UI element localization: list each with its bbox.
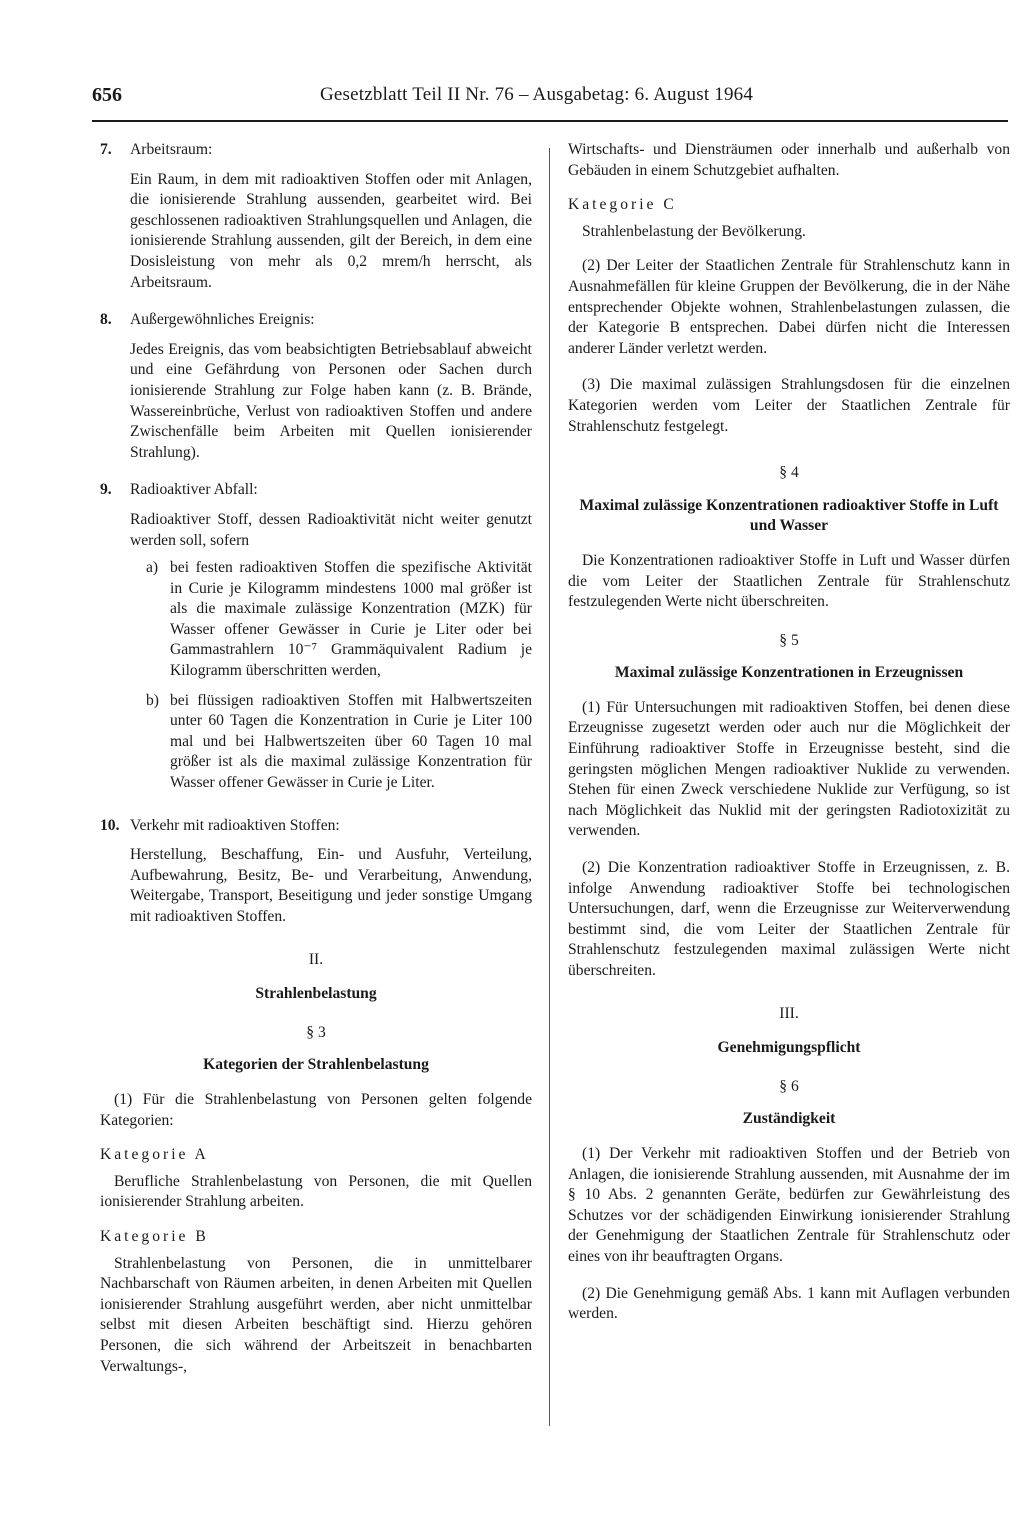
left-column: [100, 140, 532, 1377]
item-term: Außergewöhnliches Ereignis:: [130, 311, 315, 329]
paragraph: (3) Die maximal zulässigen Strahlungsdosen für die einzelnen Kategorien werden vom Leiter der Staatlichen Zentrale für Strahlenschutz festgelegt.: [568, 376, 1010, 435]
item-number: 9.: [100, 481, 112, 499]
page-header: [92, 80, 1008, 122]
category-label: Kategorie B: [100, 1227, 209, 1245]
definition-item-8: [100, 310, 532, 463]
section-number: § 5: [779, 631, 799, 649]
item-term: Radioaktiver Abfall:: [130, 481, 258, 499]
section-number: § 6: [779, 1077, 799, 1095]
part-numeral: III.: [779, 1004, 799, 1022]
item-term: Verkehr mit radioaktiven Stoffen:: [130, 816, 340, 834]
section-number: § 4: [779, 464, 799, 482]
paragraph: (1) Für Untersuchungen mit radioaktiven Stoffen, bei denen diese Erzeugnisse zugesetzt werden oder auch nur die Möglichkeit der Einführung radioaktiver Stoffe in Erzeugnisse besteht, sind die geringsten möglichen Mengen radioaktiver Nuklide zu verwenden. Stehen für einen Zweck verschiedene Nuklide zur Verfügung, so ist nach Möglichkeit das Nuklid mit der geringsten Radiotoxizität zu verwenden.: [568, 698, 1010, 840]
paragraph: (1) Für die Strahlenbelastung von Personen gelten folgende Kategorien:: [100, 1090, 532, 1129]
page-number: 656: [92, 84, 122, 106]
category-label: Kategorie C: [568, 196, 677, 214]
item-body: Herstellung, Beschaffung, Ein- und Ausfuhr, Verteilung, Aufbewahrung, Besitz, Be- und Verarbeitung, Anwendung, Weitergabe, Transport, Beseitigung und jeder sonstige Umgang mit radioaktiven Stoffen.: [130, 846, 532, 925]
column-divider: [549, 148, 550, 1426]
section-number: § 3: [306, 1023, 326, 1041]
category-label: Kategorie A: [100, 1146, 209, 1164]
item-term: Arbeitsraum:: [130, 141, 213, 158]
paragraph: Berufliche Strahlenbelastung von Personen, die mit Quellen ionisierender Strahlung arbeiten.: [100, 1172, 532, 1211]
part-title: Strahlenbelastung: [255, 985, 377, 1003]
paragraph: Strahlenbelastung von Personen, die in unmittelbarer Nachbarschaft von Räumen arbeiten, in denen Arbeiten mit Quellen ionisierender Strahlung ausgeführt werden, aber nicht unmittelbar selbst mit diesen Arbeiten beschäftigt sind. Hierzu gehören Personen, die sich während der Arbeitszeit in benachbarten Verwaltungs-,: [100, 1254, 532, 1375]
section-title: Zuständigkeit: [742, 1110, 836, 1128]
paragraph: (2) Die Genehmigung gemäß Abs. 1 kann mit Auflagen verbunden werden.: [568, 1284, 1010, 1323]
paragraph: (1) Der Verkehr mit radioaktiven Stoffen und der Betrieb von Anlagen, die ionisierende Strahlung aussenden, mit Ausnahme der im § 10 Abs. 2 genannten Geräte, bedürfen zur Gewährleistung des Schutzes vor der schädigenden Einwirkung ionisierender Strahlung der Genehmigung der Staatlichen Zentrale für Strahlenschutz oder eines von ihr beauftragten Organs.: [568, 1144, 1010, 1265]
item-body: Radioaktiver Stoff, dessen Radioaktivität nicht weiter genutzt werden soll, sofern: [130, 510, 532, 549]
paragraph: (2) Die Konzentration radioaktiver Stoffe in Erzeugnissen, z. B. infolge Anwendung radioaktiver Stoffe bei technologischen Untersuchungen, darf, wenn die Erzeugnisse zur Weiterverwendung bestimmt sind, die vom Leiter der Staatlichen Zentrale für Strahlenschutz festzulegenden maximal zulässigen Werte nicht überschreiten.: [568, 859, 1010, 979]
section-title: Maximal zulässige Konzentrationen in Erzeugnissen: [614, 664, 964, 682]
sub-item-a: [130, 558, 532, 682]
item-body: Ein Raum, in dem mit radioaktiven Stoffen oder mit Anlagen, die ionisierende Strahlung aussenden, gearbeitet wird. Bei geschlossenen radioaktiven Strahlungsquellen und Anlagen, die ionisierende Strahlung aussenden, gilt der Bereich, in dem eine Dosisleistung von mehr als 0,2 mrem/h herrscht, als Arbeitsraum.: [130, 170, 532, 291]
item-number: 10.: [100, 816, 120, 834]
sub-item-text: bei flüssigen radioaktiven Stoffen mit Halbwertszeiten unter 60 Tagen die Konzentration in Curie je Liter 100 mal und bei Halbwertszeiten über 60 Tagen 10 mal größer ist als die maximal zulässige Konzentration für Wasser offener Gewässer in Curie je Liter.: [170, 691, 532, 792]
section-title: Maximal zulässige Konzentrationen radioaktiver Stoffe in Luft und Wasser: [579, 496, 999, 535]
definition-item-9: [100, 480, 532, 793]
running-title: Gesetzblatt Teil II Nr. 76 – Ausgabetag: 6. August 1964: [320, 84, 754, 105]
item-body: Jedes Ereignis, das vom beabsichtigten Betriebsablauf abweicht und eine Gefährdung von Personen oder Sachen durch ionisierende Strahlung zur Folge haben kann (z. B. Brände, Wassereinbrüche, Verlust von radioaktiven Stoffen und andere Zwischenfälle beim Arbeiten mit Quellen ionisierender Strahlung).: [130, 340, 532, 461]
sub-item-label: b): [146, 691, 159, 709]
item-number: 7.: [100, 141, 112, 158]
section-title: Kategorien der Strahlenbelastung: [203, 1056, 429, 1074]
right-column: [568, 140, 1010, 1341]
definition-item-10: [100, 816, 532, 928]
paragraph: Wirtschafts- und Diensträumen oder innerhalb und außerhalb von Gebäuden in einem Schutzgebiet aufhalten.: [568, 141, 1010, 179]
item-number: 8.: [100, 311, 112, 329]
sub-item-b: [130, 691, 532, 794]
part-title: Genehmigungspflicht: [717, 1039, 861, 1057]
part-numeral: II.: [308, 950, 324, 968]
paragraph: Die Konzentrationen radioaktiver Stoffe in Luft und Wasser dürfen die vom Leiter der Staatlichen Zentrale für Strahlenschutz festzulegenden Werte nicht überschreiten.: [568, 551, 1010, 611]
definition-item-7: [100, 140, 532, 293]
sub-item-label: a): [146, 559, 159, 577]
sub-item-text: bei festen radioaktiven Stoffen die spezifische Aktivität in Curie je Kilogramm mindestens 1000 mal größer ist als die maximale zulässige Konzentration (MZK) für Wasser offener Gewässer in Curie je Liter oder bei Gammastrahlern 10⁻⁷ Grammäquivalent Radium je Kilogramm überschritten werden,: [170, 559, 532, 680]
paragraph: Strahlenbelastung der Bevölkerung.: [582, 222, 806, 240]
paragraph: (2) Der Leiter der Staatlichen Zentrale für Strahlenschutz kann in Ausnahmefällen für kleine Gruppen der Bevölkerung, die in der Nähe entsprechender Objekte wohnen, Strahlenbelastungen zulassen, die der Kategorie B entsprechen. Dabei dürfen nicht die Interessen anderer Länder verletzt werden.: [568, 257, 1010, 357]
